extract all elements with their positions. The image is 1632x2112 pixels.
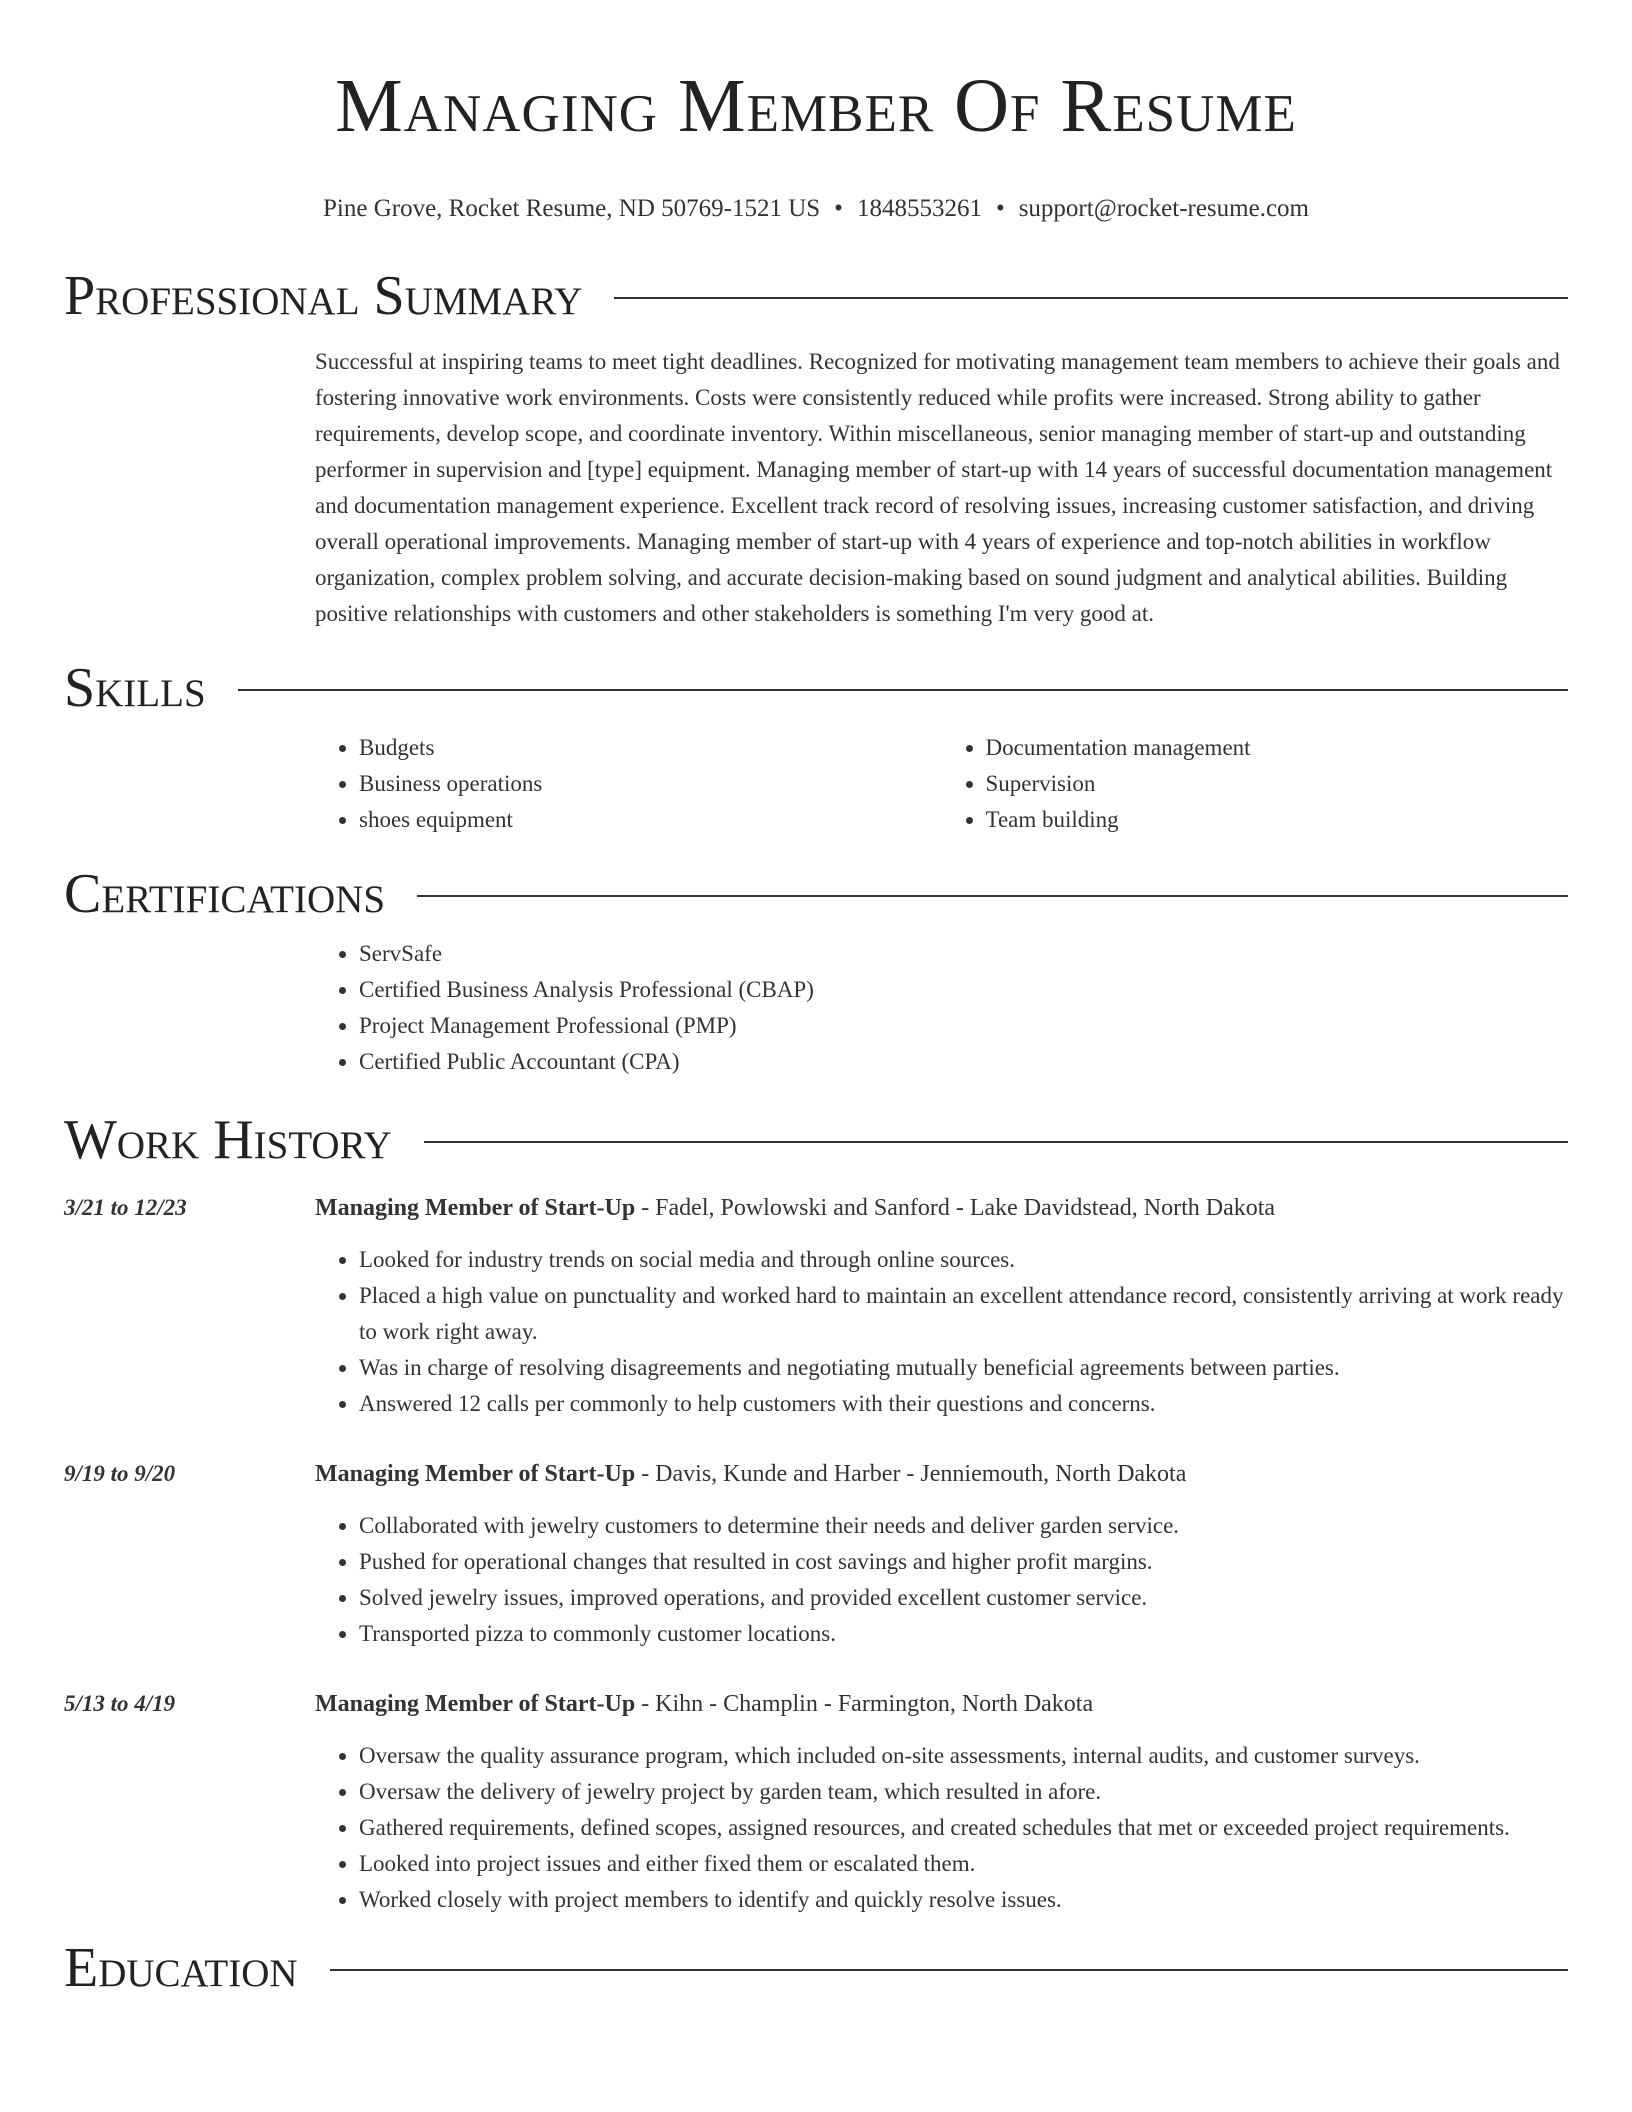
summary-section bbox=[64, 266, 1568, 632]
job-duty: • Oversaw the delivery of jewelry project by garden team, which resulted in afore. bbox=[359, 1774, 1568, 1810]
job-heading bbox=[315, 1190, 1568, 1226]
skill-item: • Budgets bbox=[359, 730, 942, 766]
job-heading bbox=[315, 1456, 1568, 1492]
contact-phone: 1848553261 bbox=[856, 195, 982, 222]
job-entry bbox=[64, 1190, 1568, 1422]
contact-email: support@rocket-resume.com bbox=[1018, 195, 1309, 222]
job-duty: • Transported pizza to commonly customer locations. bbox=[359, 1616, 1568, 1652]
education-section bbox=[64, 1938, 1568, 1998]
work-history-section bbox=[64, 1110, 1568, 1918]
section-title-summary: Professional Summary bbox=[64, 265, 583, 327]
section-divider bbox=[614, 297, 1568, 299]
job-duty: • Pushed for operational changes that resulted in cost savings and higher profit margins. bbox=[359, 1544, 1568, 1580]
job-duty: • Gathered requirements, defined scopes, assigned resources, and created schedules that met or exceeded project requirements. bbox=[359, 1810, 1568, 1846]
certification-item: • Project Management Professional (PMP) bbox=[359, 1008, 1568, 1044]
job-duty: • Collaborated with jewelry customers to determine their needs and deliver garden service. bbox=[359, 1508, 1568, 1544]
job-role: Managing Member of Start-Up bbox=[315, 1691, 636, 1717]
job-company-location: - Davis, Kunde and Harber - Jenniemouth, North Dakota bbox=[635, 1461, 1187, 1487]
skill-item: • Supervision bbox=[986, 766, 1569, 802]
certifications-section bbox=[64, 864, 1568, 1080]
contact-address: Pine Grove, Rocket Resume, ND 50769-1521 US bbox=[323, 195, 821, 222]
job-duties bbox=[315, 1508, 1568, 1652]
job-duty: • Solved jewelry issues, improved operations, and provided excellent customer service. bbox=[359, 1580, 1568, 1616]
section-title-certifications: Certifications bbox=[64, 863, 386, 925]
summary-body bbox=[315, 344, 1568, 632]
resume-name: Managing Member Of Resume bbox=[335, 64, 1297, 148]
job-duty: • Oversaw the quality assurance program, which included on-site assessments, internal audits, and customer surveys. bbox=[359, 1738, 1568, 1774]
job-role: Managing Member of Start-Up bbox=[315, 1461, 636, 1487]
certifications-list bbox=[315, 936, 1568, 1080]
job-company-location: - Fadel, Powlowski and Sanford - Lake Davidstead, North Dakota bbox=[635, 1195, 1276, 1221]
job-duty: • Answered 12 calls per commonly to help customers with their questions and concerns. bbox=[359, 1386, 1568, 1422]
certification-item: • Certified Public Accountant (CPA) bbox=[359, 1044, 1568, 1080]
contact-separator: • bbox=[995, 195, 1005, 222]
job-entry bbox=[64, 1686, 1568, 1918]
contact-separator: • bbox=[834, 195, 843, 222]
skill-item: • Documentation management bbox=[986, 730, 1569, 766]
certification-item: • Certified Business Analysis Professional (CBAP) bbox=[359, 972, 1568, 1008]
skills-column-left bbox=[315, 730, 942, 838]
job-dates: 9/19 to 9/20 bbox=[64, 1461, 176, 1486]
skills-section bbox=[64, 658, 1568, 838]
skills-column-right bbox=[942, 730, 1569, 838]
job-duties bbox=[315, 1738, 1568, 1918]
skill-item: • Business operations bbox=[359, 766, 942, 802]
job-company-location: - Kihn - Champlin - Farmington, North Dakota bbox=[635, 1691, 1094, 1717]
section-divider bbox=[330, 1969, 1568, 1971]
job-dates: 3/21 to 12/23 bbox=[64, 1195, 187, 1220]
job-duty: • Looked for industry trends on social media and through online sources. bbox=[359, 1242, 1568, 1278]
section-header bbox=[64, 658, 1568, 718]
job-duty: • Worked closely with project members to identify and quickly resolve issues. bbox=[359, 1882, 1568, 1918]
section-header bbox=[64, 1938, 1568, 1998]
job-dates: 5/13 to 4/19 bbox=[64, 1691, 176, 1716]
job-duty: • Placed a high value on punctuality and worked hard to maintain an excellent attendance record, consistently arriving at work ready to work right away. bbox=[359, 1278, 1568, 1350]
certification-item: • ServSafe bbox=[359, 936, 1568, 972]
skill-item: • shoes equipment bbox=[359, 802, 942, 838]
section-divider bbox=[417, 895, 1568, 897]
section-title-work-history: Work History bbox=[64, 1109, 392, 1171]
job-entry bbox=[64, 1456, 1568, 1652]
section-title-education: Education bbox=[64, 1937, 298, 1999]
job-duty: • Looked into project issues and either fixed them or escalated them. bbox=[359, 1846, 1568, 1882]
section-header bbox=[64, 1110, 1568, 1170]
job-heading bbox=[315, 1686, 1568, 1722]
contact-line bbox=[64, 194, 1568, 224]
job-role: Managing Member of Start-Up bbox=[315, 1195, 636, 1221]
skills-list bbox=[315, 730, 1568, 838]
section-divider bbox=[424, 1141, 1568, 1143]
resume-page bbox=[64, 0, 1568, 1998]
job-duty: • Was in charge of resolving disagreements and negotiating mutually beneficial agreements between parties. bbox=[359, 1350, 1568, 1386]
section-divider bbox=[238, 689, 1568, 691]
skill-item: • Team building bbox=[986, 802, 1569, 838]
section-header bbox=[64, 266, 1568, 326]
section-title-skills: Skills bbox=[64, 657, 206, 719]
section-header bbox=[64, 864, 1568, 924]
job-duties bbox=[315, 1242, 1568, 1422]
summary-text: Successful at inspiring teams to meet tight deadlines. Recognized for motivating management team members to achieve their goals and fostering innovative work environments. Costs were consistently reduced while profits were increased. Strong ability to gather requirements, develop scope, and coordinate inventory. Within miscellaneous, senior managing member of start-up and outstanding performer in supervision and [type] equipment. Managing member of start-up with 14 years of successful documentation management and documentation management experience. Excellent track record of resolving issues, increasing customer satisfaction, and driving overall operational improvements. Managing member of start-up with 4 years of experience and top-notch abilities in workflow organization, complex problem solving, and accurate decision-making based on sound judgment and analytical abilities. Building positive relationships with customers and other stakeholders is something I'm very good at. bbox=[315, 349, 1560, 626]
